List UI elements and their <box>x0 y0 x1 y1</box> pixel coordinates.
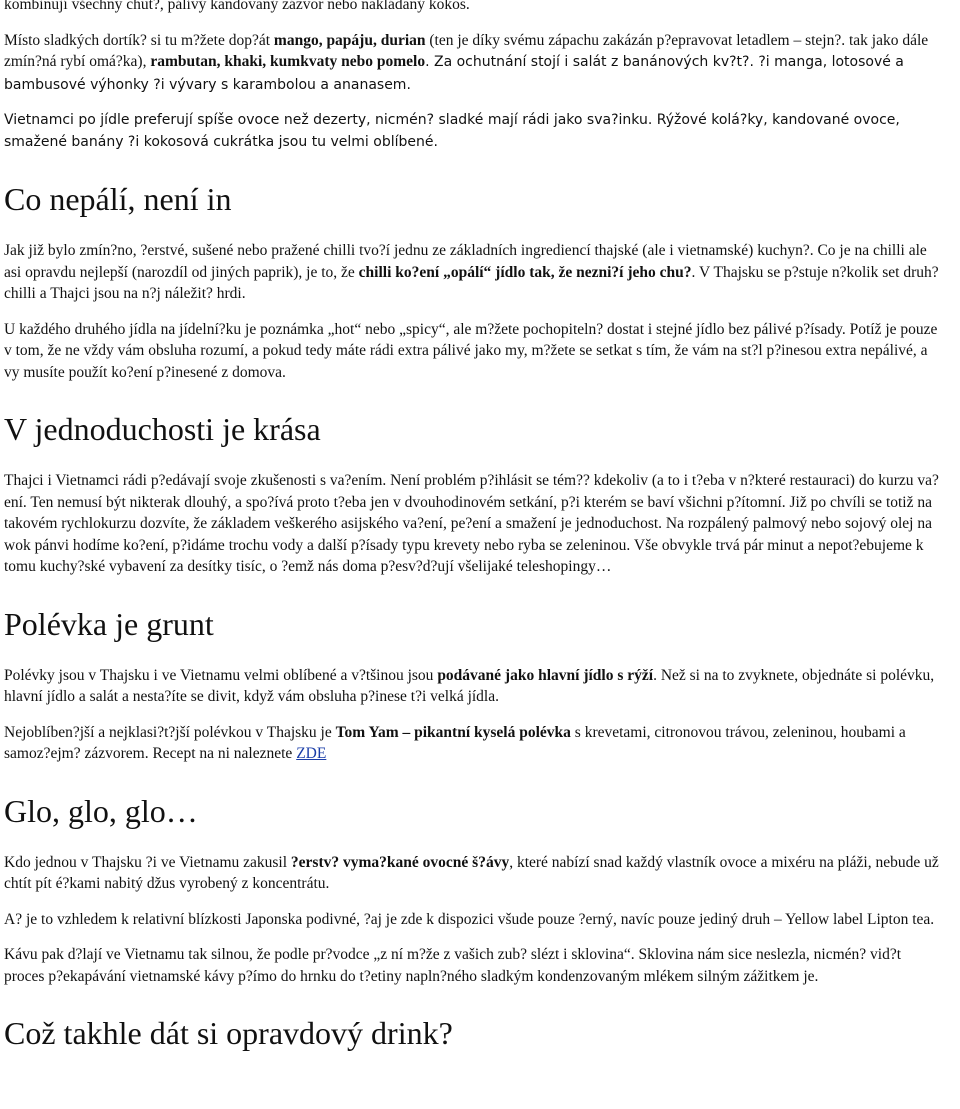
text-run: (ten je díky svému zápachu zakázán p?epravovat letadlem – stejn?. tak jako dále zmín?ná rybí omá?ka), <box>4 31 929 70</box>
text-run-sans: . Za ochutnání stojí i salát z banánových kv?t?. ?i manga, lotosové a bambusové výhonky ?i vývary s karambolou a ananasem. <box>4 54 904 93</box>
bold-tom-yam: Tom Yam – pikantní kyselá polévka <box>335 723 571 741</box>
paragraph-tom-yam <box>4 722 939 765</box>
paragraph-cooking-course: Thajci i Vietnamci rádi p?edávají svoje zkušenosti s va?ením. Není problém p?ihlásit se tém?? kdekoliv (a to i t?eba v n?které restauraci) do kurzu va?ení. Ten nemusí být nikterak dlouhý, a spo?ívá proto t?eba jen v dvouhodinovém setkání, p?i kterém se baví všichni p?ítomní. Již po chvíli se totiž na takovém rychlokurzu dozvíte, že základem veškerého asijského va?ení, pe?ení a smažení je jednoduchost. Na rozpálený palmový nebo sojový olej na wok pánvi hodíme ko?ení, p?idáme trochu vody a další p?ísady typu krevety nebo ryba se zeleninou. Vše obvykle trvá pár minut a nepot?ebujeme k tomu kuchy?ské vybavení za desítky tisíc, o ?emž nás doma p?esv?d?ují všelijaké teleshopingy… <box>4 472 939 575</box>
heading-glo: Glo, glo, glo… <box>4 792 198 829</box>
recipe-link[interactable]: ZDE <box>296 745 327 762</box>
bold-fruits-1: mango, papáju, durian <box>273 31 426 49</box>
heading-polevka: Polévka je grunt <box>4 605 214 642</box>
text-run: Polévky jsou v Thajsku i ve Vietnamu velmi oblíbené a v?tšinou jsou <box>4 666 438 684</box>
heading-drink: Což takhle dát si opravdový drink? <box>4 1015 453 1051</box>
bold-fruits-2: rambutan, khaki, kumkvaty nebo pomelo <box>150 53 426 70</box>
text-run: Nejoblíben?jší a nejklasi?t?jší polévkou v Thajsku je <box>4 723 336 741</box>
text-run: . Než si na to zvyknete, objednáte si polévku, hlavní jídlo a salát a nesta?íte se divit, když vám obsluha p?inese t?i velká jídla. <box>4 666 935 705</box>
text-run: s krevetami, citronovou trávou, zeleninou, houbami a samoz?ejm? zázvorem. Recept na ni naleznete <box>4 723 906 762</box>
paragraph-juices <box>4 852 939 895</box>
text-run: , které nabízí snad každý vlastník ovoce a mixéru na pláži, nebude už chtít pít é?kami nabitý džus vyrobený z koncentrátu. <box>4 853 939 892</box>
bold-soup-rice: podávané jako hlavní jídlo s rýží <box>437 666 654 684</box>
paragraph-after-meal: Vietnamci po jídle preferují spíše ovoce než dezerty, nicmén? sladké mají rádi jako sva?inku. Rýžové kolá?ky, kandované ovoce, smažené banány ?i kokosová cukrátka jsou tu velmi oblíbené. <box>4 112 900 150</box>
paragraph-coffee: Kávu pak d?lají ve Vietnamu tak silnou, že podle pr?vodce „z ní m?že z vašich zub? slézt i sklovina“. Sklovina nám sice neslezla, nicmén? vid?t proces p?ekapávání vietnamské kávy p?ímo do hrnku do t?etiny napln?ného sladkým kondenzovaným mlékem silným zážitkem je. <box>4 946 902 985</box>
heading-jednoduchost: V jednoduchosti je krása <box>4 411 321 447</box>
paragraph-fruits <box>4 30 939 97</box>
heading-co-nepali: Co nepálí, není in <box>4 181 232 217</box>
paragraph-spicy: U každého druhého jídla na jídelní?ku je poznámka „hot“ nebo „spicy“, ale m?žete pochopiteln? dostat i stejné jídlo bez pálivé p?ísady. Potíž je pouze v tom, že ne vždy vám obsluha rozumí, a pokud tedy máte rádi extra pálivé jako my, m?žete se setkat s tím, že vám na st?l p?inesou extra nepálivé, a vy musíte použít ko?ení p?inesené z domova. <box>4 320 938 381</box>
text-run: Jak již bylo zmín?no, ?erstvé, sušené nebo pražené chilli tvo?í jednu ze základních ingrediencí thajské (ale i vietnamské) kuchyn?. Co je na chilli ale asi opravdu nejlepší (narozdíl od jiných paprik), je to, že <box>4 242 927 281</box>
bold-chilli: chilli ko?ení „opálí“ jídlo tak, že nezni?í jeho chu? <box>358 263 692 281</box>
paragraph-chilli <box>4 240 939 305</box>
text-run: . V Thajsku se p?stuje n?kolik set druh? chilli a Thajci jsou na n?j náležit? hrdi. <box>4 263 939 302</box>
article-body <box>4 0 939 1074</box>
bold-juices: ?erstv? vyma?kané ovocné š?ávy <box>290 853 510 871</box>
text-run: Místo sladkých dortík? si tu m?žete dop?át <box>4 31 274 49</box>
paragraph-soups <box>4 665 939 708</box>
paragraph-ending-sweets: kombinují všechny chut?, pálivý kandovaný zázvor nebo nakládaný kokos. <box>4 0 470 13</box>
paragraph-tea: A? je to vzhledem k relativní blízkosti Japonska podivné, ?aj je zde k dispozici všude pouze ?erný, navíc pouze jediný druh – Yellow label Lipton tea. <box>4 910 935 928</box>
text-run: Kdo jednou v Thajsku ?i ve Vietnamu zakusil <box>4 853 291 871</box>
